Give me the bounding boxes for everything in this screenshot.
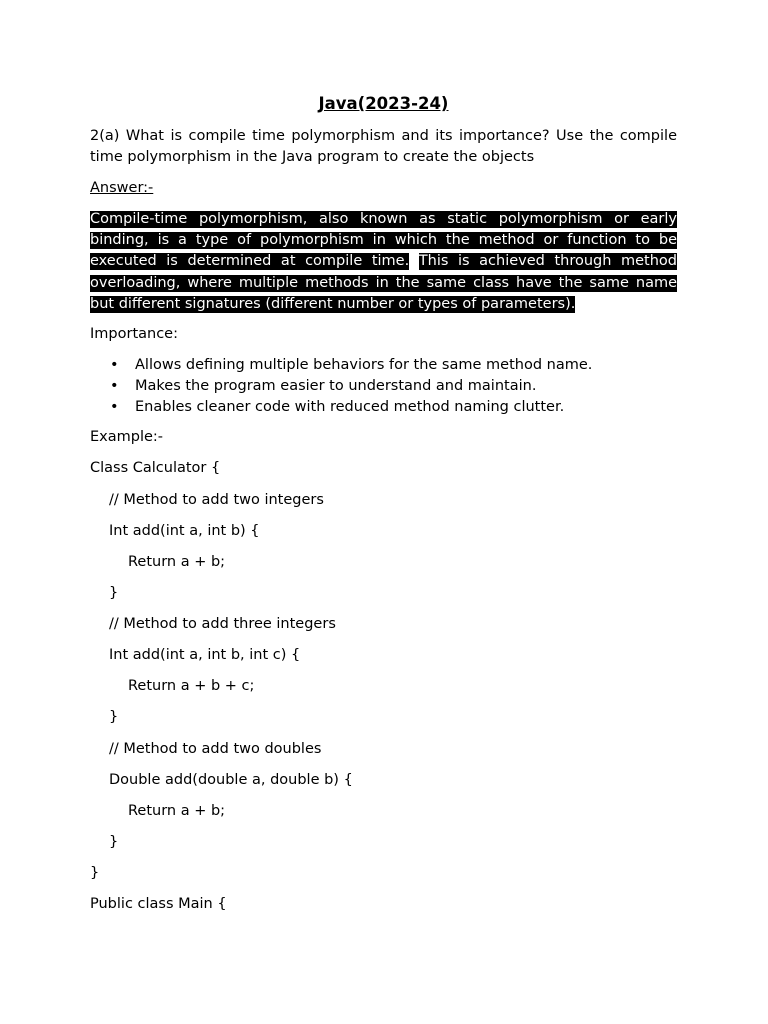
document-page — [90, 0, 677, 1024]
code-line: } — [109, 834, 119, 850]
definition-paragraph — [90, 209, 677, 315]
question-text: 2(a) What is compile time polymorphism and its importance? Use the compile time polymorphism in the Java program to create the objects — [90, 128, 677, 165]
code-line: } — [90, 865, 100, 881]
example-label: Example:- — [90, 429, 164, 445]
code-line: Class Calculator { — [90, 460, 221, 476]
importance-label: Importance: — [90, 326, 178, 342]
definition-part-2[interactable]: This is achieved through method overloading, where multiple methods in the same class have the same name but different signatures (different number or types of parameters). — [90, 253, 677, 312]
definition-part-1[interactable]: Compile-time polymorphism, also known as static polymorphism or early binding, is a type of polymorphism in which the method or function to be executed is determined at compile time. — [90, 211, 677, 270]
answer-label: Answer:- — [90, 180, 154, 196]
code-line: Return a + b; — [128, 554, 226, 570]
list-item: • Makes the program easier to understand and maintain. — [90, 376, 592, 397]
code-comment: // Method to add three integers — [109, 616, 336, 632]
code-comment: // Method to add two doubles — [109, 741, 322, 757]
list-item: • Allows defining multiple behaviors for the same method name. — [90, 355, 592, 376]
code-line: Int add(int a, int b, int c) { — [109, 647, 301, 663]
code-line: Double add(double a, double b) { — [109, 772, 353, 788]
code-line: Return a + b + c; — [128, 678, 255, 694]
code-line: } — [109, 585, 119, 601]
code-line: Public class Main { — [90, 896, 227, 912]
list-item: • Enables cleaner code with reduced method naming clutter. — [90, 397, 592, 418]
code-line: } — [109, 709, 119, 725]
document-title: Java(2023-24) — [318, 94, 449, 113]
importance-list — [90, 355, 592, 418]
code-line: Int add(int a, int b) { — [109, 523, 260, 539]
code-line: Return a + b; — [128, 803, 226, 819]
bullet-icon: • — [110, 399, 119, 415]
bullet-icon: • — [110, 357, 119, 373]
code-comment: // Method to add two integers — [109, 492, 324, 508]
bullet-icon: • — [110, 378, 119, 394]
